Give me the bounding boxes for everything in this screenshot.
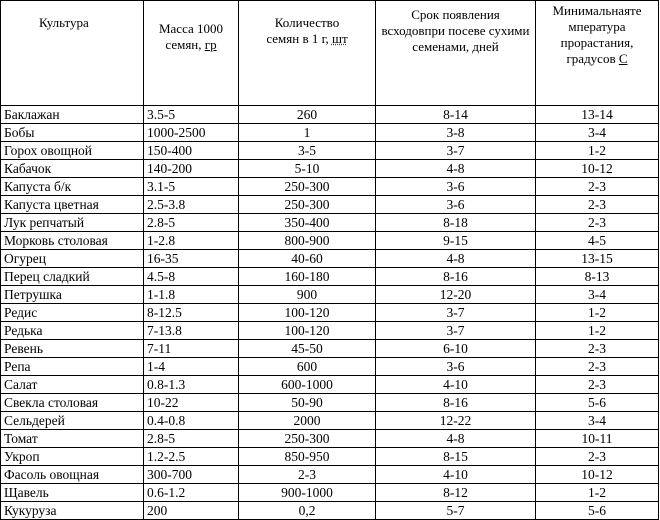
cell-temp: 13-15 — [536, 250, 659, 268]
table-row — [1, 394, 659, 412]
header-row — [1, 1, 659, 106]
table-row — [1, 196, 659, 214]
table-row — [1, 430, 659, 448]
cell-culture: Репа — [1, 358, 144, 376]
cell-count: 100-120 — [239, 304, 376, 322]
cell-mass: 1.2-2.5 — [144, 448, 239, 466]
cell-count: 850-950 — [239, 448, 376, 466]
table-row — [1, 502, 659, 520]
cell-count: 2-3 — [239, 466, 376, 484]
header-temp-label: Минимальнаяте мпература прорастания, градусов — [552, 3, 642, 66]
table-row — [1, 142, 659, 160]
cell-days: 9-15 — [376, 232, 536, 250]
cell-culture: Сельдерей — [1, 412, 144, 430]
header-count-unit: шт — [331, 31, 348, 46]
table-row — [1, 106, 659, 124]
cell-culture: Укроп — [1, 448, 144, 466]
cell-count: 350-400 — [239, 214, 376, 232]
cell-days: 4-10 — [376, 376, 536, 394]
cell-temp: 1-2 — [536, 304, 659, 322]
cell-days: 8-14 — [376, 106, 536, 124]
cell-count: 250-300 — [239, 196, 376, 214]
cell-days: 8-12 — [376, 484, 536, 502]
table-row — [1, 232, 659, 250]
table-row — [1, 484, 659, 502]
cell-mass: 1000-2500 — [144, 124, 239, 142]
cell-temp: 5-6 — [536, 502, 659, 520]
cell-temp: 3-4 — [536, 286, 659, 304]
cell-mass: 7-13.8 — [144, 322, 239, 340]
cell-count: 2000 — [239, 412, 376, 430]
cell-temp: 10-12 — [536, 160, 659, 178]
cell-culture: Баклажан — [1, 106, 144, 124]
cell-count: 5-10 — [239, 160, 376, 178]
cell-temp: 13-14 — [536, 106, 659, 124]
header-temp — [536, 1, 659, 106]
cell-days: 12-22 — [376, 412, 536, 430]
cell-days: 3-6 — [376, 178, 536, 196]
cell-culture: Ревень — [1, 340, 144, 358]
cell-temp: 2-3 — [536, 376, 659, 394]
cell-mass: 3.5-5 — [144, 106, 239, 124]
cell-mass: 0.8-1.3 — [144, 376, 239, 394]
table-row — [1, 358, 659, 376]
table-row — [1, 304, 659, 322]
cell-count: 100-120 — [239, 322, 376, 340]
cell-temp: 2-3 — [536, 178, 659, 196]
header-days-label: Срок появления всходовпри посеве сухими семенами, дней — [381, 7, 530, 54]
table-row — [1, 376, 659, 394]
cell-days: 3-7 — [376, 304, 536, 322]
cell-temp: 1-2 — [536, 484, 659, 502]
cell-culture: Кабачок — [1, 160, 144, 178]
cell-culture: Редька — [1, 322, 144, 340]
cell-count: 45-50 — [239, 340, 376, 358]
cell-mass: 2.8-5 — [144, 430, 239, 448]
cell-mass: 7-11 — [144, 340, 239, 358]
cell-days: 3-6 — [376, 196, 536, 214]
cell-days: 3-7 — [376, 322, 536, 340]
cell-days: 8-18 — [376, 214, 536, 232]
cell-count: 900 — [239, 286, 376, 304]
cell-culture: Щавель — [1, 484, 144, 502]
cell-days: 4-8 — [376, 250, 536, 268]
cell-temp: 4-5 — [536, 232, 659, 250]
cell-count: 260 — [239, 106, 376, 124]
cell-mass: 200 — [144, 502, 239, 520]
header-mass-line1: Масса 1000 — [158, 21, 224, 36]
cell-culture: Лук репчатый — [1, 214, 144, 232]
header-days — [376, 1, 536, 106]
cell-days: 3-8 — [376, 124, 536, 142]
cell-count: 250-300 — [239, 178, 376, 196]
cell-mass: 8-12.5 — [144, 304, 239, 322]
table-row — [1, 412, 659, 430]
cell-culture: Огурец — [1, 250, 144, 268]
cell-mass: 1-1.8 — [144, 286, 239, 304]
cell-days: 3-7 — [376, 142, 536, 160]
cell-count: 50-90 — [239, 394, 376, 412]
cell-temp: 8-13 — [536, 268, 659, 286]
cell-count: 800-900 — [239, 232, 376, 250]
cell-mass: 16-35 — [144, 250, 239, 268]
cell-temp: 3-4 — [536, 412, 659, 430]
cell-count: 1 — [239, 124, 376, 142]
cell-culture: Петрушка — [1, 286, 144, 304]
header-mass-unit: гр — [204, 37, 217, 52]
cell-mass: 0.4-0.8 — [144, 412, 239, 430]
header-count — [239, 1, 376, 106]
table-row — [1, 214, 659, 232]
cell-temp: 2-3 — [536, 196, 659, 214]
table-row — [1, 286, 659, 304]
cell-count: 900-1000 — [239, 484, 376, 502]
cell-mass: 150-400 — [144, 142, 239, 160]
cell-temp: 2-3 — [536, 358, 659, 376]
cell-culture: Свекла столовая — [1, 394, 144, 412]
header-temp-unit: С — [618, 51, 628, 66]
table-row — [1, 160, 659, 178]
cell-culture: Капуста цветная — [1, 196, 144, 214]
table-row — [1, 466, 659, 484]
cell-mass: 2.8-5 — [144, 214, 239, 232]
table-row — [1, 124, 659, 142]
cell-days: 8-15 — [376, 448, 536, 466]
table-row — [1, 268, 659, 286]
cell-culture: Капуста б/к — [1, 178, 144, 196]
table-row — [1, 448, 659, 466]
header-count-line2: семян в 1 г, — [266, 31, 332, 46]
table-row — [1, 250, 659, 268]
cell-temp: 10-12 — [536, 466, 659, 484]
cell-temp: 1-2 — [536, 322, 659, 340]
cell-temp: 10-11 — [536, 430, 659, 448]
cell-count: 250-300 — [239, 430, 376, 448]
cell-days: 12-20 — [376, 286, 536, 304]
table-body — [1, 106, 659, 520]
cell-days: 8-16 — [376, 268, 536, 286]
cell-culture: Салат — [1, 376, 144, 394]
cell-mass: 3.1-5 — [144, 178, 239, 196]
cell-mass: 300-700 — [144, 466, 239, 484]
cell-temp: 2-3 — [536, 214, 659, 232]
cell-days: 5-7 — [376, 502, 536, 520]
cell-culture: Кукуруза — [1, 502, 144, 520]
cell-temp: 1-2 — [536, 142, 659, 160]
cell-count: 0,2 — [239, 502, 376, 520]
cell-temp: 2-3 — [536, 340, 659, 358]
cell-count: 600-1000 — [239, 376, 376, 394]
cell-days: 3-6 — [376, 358, 536, 376]
cell-count: 40-60 — [239, 250, 376, 268]
cell-mass: 0.6-1.2 — [144, 484, 239, 502]
cell-days: 4-10 — [376, 466, 536, 484]
cell-culture: Редис — [1, 304, 144, 322]
cell-culture: Перец сладкий — [1, 268, 144, 286]
cell-days: 4-8 — [376, 160, 536, 178]
header-count-line1: Количество — [274, 15, 340, 30]
cell-mass: 10-22 — [144, 394, 239, 412]
cell-culture: Бобы — [1, 124, 144, 142]
cell-mass: 1-4 — [144, 358, 239, 376]
cell-count: 160-180 — [239, 268, 376, 286]
cell-mass: 1-2.8 — [144, 232, 239, 250]
cell-culture: Фасоль овощная — [1, 466, 144, 484]
cell-days: 6-10 — [376, 340, 536, 358]
cell-temp: 5-6 — [536, 394, 659, 412]
header-culture — [1, 1, 144, 106]
header-mass-line2: семян, — [165, 37, 205, 52]
header-culture-label: Культура — [39, 15, 89, 30]
cell-mass: 4.5-8 — [144, 268, 239, 286]
cell-count: 3-5 — [239, 142, 376, 160]
table-row — [1, 322, 659, 340]
table-row — [1, 340, 659, 358]
cell-days: 4-8 — [376, 430, 536, 448]
cell-mass: 2.5-3.8 — [144, 196, 239, 214]
cell-temp: 3-4 — [536, 124, 659, 142]
cell-temp: 2-3 — [536, 448, 659, 466]
cell-culture: Горох овощной — [1, 142, 144, 160]
cell-culture: Морковь столовая — [1, 232, 144, 250]
table-row — [1, 178, 659, 196]
cell-culture: Томат — [1, 430, 144, 448]
header-mass — [144, 1, 239, 106]
cell-mass: 140-200 — [144, 160, 239, 178]
cell-days: 8-16 — [376, 394, 536, 412]
cell-count: 600 — [239, 358, 376, 376]
